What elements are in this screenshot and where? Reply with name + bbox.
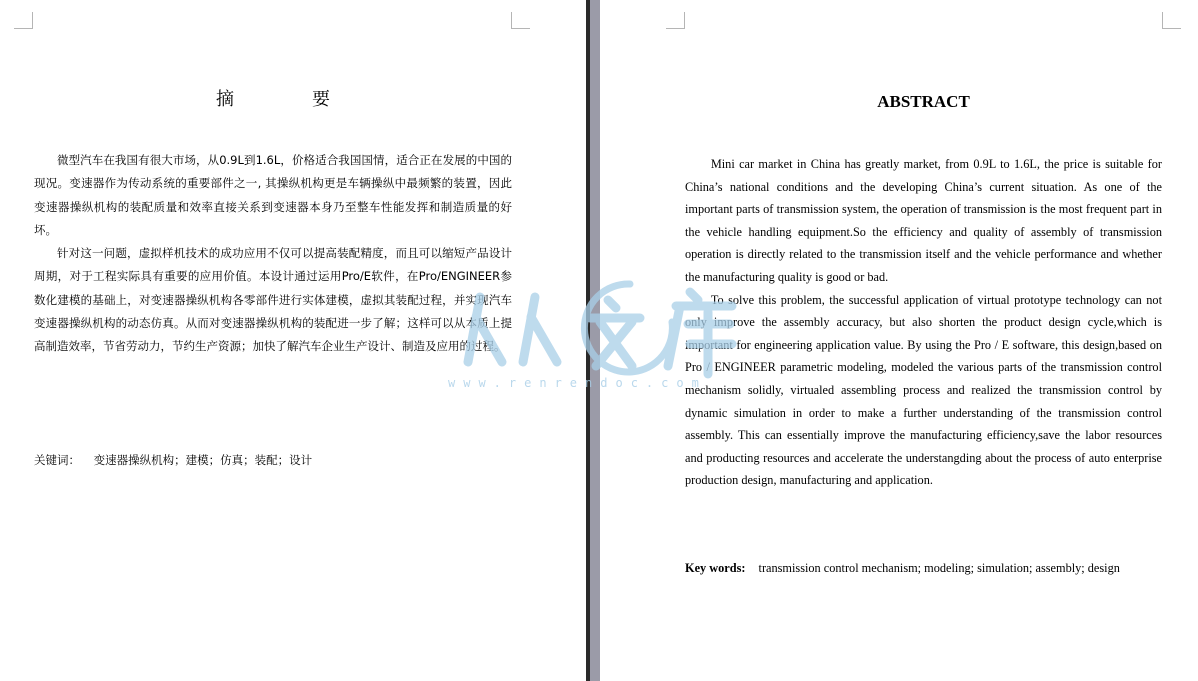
page-divider-shadow xyxy=(586,0,590,681)
abstract-body xyxy=(34,149,512,359)
margin-corner-mark xyxy=(511,12,530,29)
keywords-line xyxy=(685,561,1120,576)
watermark-url: www.renrendoc.com xyxy=(448,376,707,390)
keywords-line xyxy=(34,452,312,468)
margin-corner-mark xyxy=(14,12,33,29)
page-divider xyxy=(586,0,600,681)
margin-corner-mark xyxy=(666,12,685,29)
keywords-label: Key words: xyxy=(685,561,746,575)
document-page-right xyxy=(600,0,1198,681)
abstract-body xyxy=(685,153,1162,492)
abstract-paragraph: 微型汽车在我国有很大市场，从0.9L到1.6L，价格适合我国国情，适合正在发展的中国的现况。变速器作为传动系统的重要部件之一, 其操纵机构更是车辆操纵中最频繁的装置，因此变速器操纵机构的装配质量和效率直接关系到变速器本身乃至整车性能发挥和制造质量的好坏。 xyxy=(34,153,512,237)
page-title: ABSTRACT xyxy=(877,92,970,111)
abstract-paragraph: 针对这一问题，虚拟样机技术的成功应用不仅可以提高装配精度，而且可以缩短产品设计周期，对于工程实际具有重要的应用价值。本设计通过运用Pro/E软件，在Pro/ENGINEER参数化建模的基础上，对变速器操纵机构各零部件进行实体建模，虚拟其装配过程，并实现汽车变速器操纵机构的动态仿真。从而对变速器操纵机构的装配进一步了解；这样可以从本质上提高制造效率，节省劳动力，节约生产资源；加快了解汽车企业生产设计、制造及应用的过程。 xyxy=(34,246,512,354)
page-title: 摘 要 xyxy=(216,89,360,110)
margin-corner-mark xyxy=(1162,12,1181,29)
keywords-label: 关键词： xyxy=(34,453,80,467)
abstract-paragraph: Mini car market in China has greatly market, from 0.9L to 1.6L, the price is suitable for China’s national conditions and the developing China’s current situation. As one of the important parts of transmission system, the operation of transmission is the most frequent part in the vehicle handling equipment.So the efficiency and quality of assembly of transmission operation is directly related to the transmission itself and the vehicle performance and whether the manufacturing quality is good or bad. xyxy=(685,157,1162,284)
keywords-text: 变速器操纵机构；建模；仿真；装配；设计 xyxy=(93,453,313,467)
document-page-left xyxy=(0,0,586,681)
keywords-text: transmission control mechanism; modeling; simulation; assembly; design xyxy=(758,561,1120,575)
abstract-paragraph: To solve this problem, the successful application of virtual prototype technology can not only improve the assembly accuracy, but also shorten the product design cycle,which is important for engineering application value. By using the Pro / E software, this design,based on Pro / ENGINEER parametric modeling, modeled the various parts of the transmission control mechanism solidly, virtualed assembling process and realized the transmission control by dynamic simulation in order to make a further understanding of the transmission control assembly. This can essentially improve the manufacturing efficiency,save the labor resources and producting resources and accelerate the understangding about the process of auto enterprise production design, manufacturing and application. xyxy=(685,292,1162,488)
